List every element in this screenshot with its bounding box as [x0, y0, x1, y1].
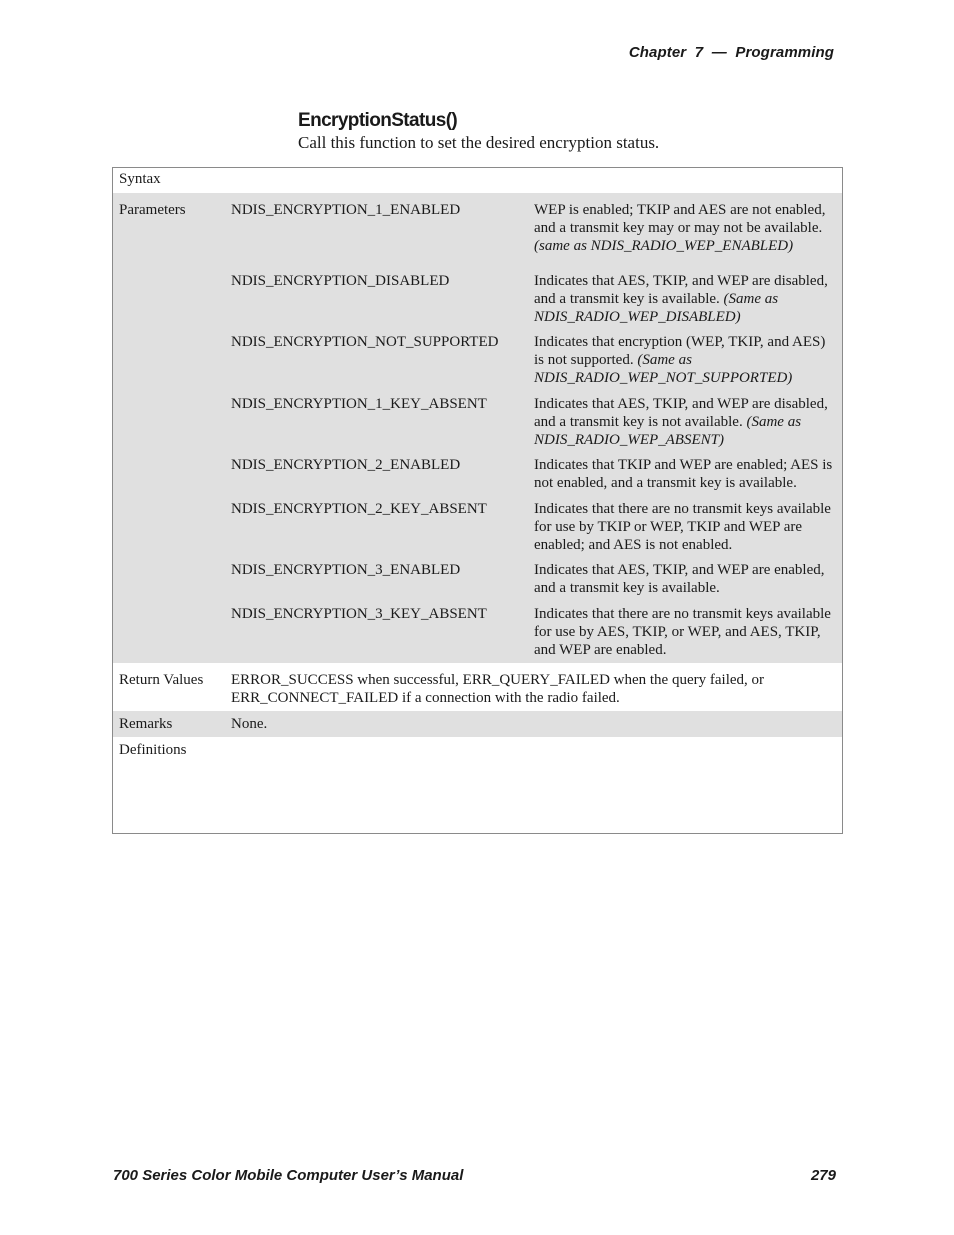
function-title: EncryptionStatus()	[298, 110, 458, 131]
parameter-note: (Same as NDIS_RADIO_WEP_NOT_SUPPORTED)	[534, 352, 793, 386]
parameter-entry	[225, 605, 842, 663]
remarks-row	[113, 711, 842, 737]
parameter-name: NDIS_ENCRYPTION_NOT_SUPPORTED	[231, 334, 499, 350]
parameter-name: NDIS_ENCRYPTION_2_KEY_ABSENT	[231, 501, 487, 517]
parameter-name: NDIS_ENCRYPTION_3_ENABLED	[231, 562, 461, 578]
syntax-label: Syntax	[119, 171, 161, 187]
return-values-row	[113, 663, 842, 711]
page-number: 279	[810, 1167, 836, 1184]
parameter-entry	[225, 333, 842, 395]
parameter-name: NDIS_ENCRYPTION_1_KEY_ABSENT	[231, 396, 487, 412]
parameter-name: NDIS_ENCRYPTION_1_ENABLED	[231, 202, 461, 218]
parameter-name: NDIS_ENCRYPTION_3_KEY_ABSENT	[231, 606, 487, 622]
function-reference-table	[112, 167, 843, 834]
parameter-description: Indicates that TKIP and WEP are enabled; AES is not enabled, and a transmit key is available.	[534, 457, 833, 491]
parameter-entry	[225, 193, 842, 272]
parameter-entry	[225, 561, 842, 605]
parameter-description: Indicates that AES, TKIP, and WEP are disabled, and a transmit key is available. (Same as NDIS_RADIO_WEP_DISABLED)	[534, 273, 828, 325]
parameter-entry	[225, 456, 842, 500]
definitions-label: Definitions	[119, 742, 187, 758]
parameter-entry	[225, 272, 842, 333]
definitions-row	[113, 737, 842, 833]
syntax-row	[113, 168, 842, 193]
remarks-text: None.	[231, 716, 268, 732]
parameter-description: Indicates that encryption (WEP, TKIP, and AES) is not supported. (Same as NDIS_RADIO_WEP_NOT_SUPPORTED)	[534, 334, 826, 386]
parameter-description: Indicates that there are no transmit keys available for use by AES, TKIP, or WEP, and AES, TKIP, and WEP are enabled.	[534, 606, 831, 658]
parameter-name: NDIS_ENCRYPTION_2_ENABLED	[231, 457, 461, 473]
function-description: Call this function to set the desired encryption status.	[298, 133, 660, 152]
parameter-entry	[225, 500, 842, 561]
footer-title: 700 Series Color Mobile Computer User’s Manual	[113, 1167, 464, 1184]
parameter-entry	[225, 395, 842, 456]
parameter-description: Indicates that there are no transmit keys available for use by TKIP or WEP, TKIP and WEP are enabled; and AES is not enabled.	[534, 501, 831, 553]
parameter-description: Indicates that AES, TKIP, and WEP are disabled, and a transmit key is not available. (Same as NDIS_RADIO_WEP_ABSENT)	[534, 396, 828, 448]
parameter-description: Indicates that AES, TKIP, and WEP are enabled, and a transmit key is available.	[534, 562, 825, 596]
parameters-row	[113, 193, 842, 663]
parameter-name: NDIS_ENCRYPTION_DISABLED	[231, 273, 450, 289]
remarks-label: Remarks	[119, 716, 173, 732]
parameters-label: Parameters	[119, 202, 186, 218]
parameter-note: (Same as NDIS_RADIO_WEP_ABSENT)	[534, 414, 802, 448]
parameter-note: (same as NDIS_RADIO_WEP_ENABLED)	[534, 238, 794, 254]
running-header: Chapter 7 — Programming	[628, 44, 834, 61]
parameters-list	[225, 193, 842, 663]
parameter-description: WEP is enabled; TKIP and AES are not enabled, and a transmit key may or may not be available. (same as NDIS_RADIO_WEP_ENABLED)	[534, 202, 826, 254]
parameter-note: (Same as NDIS_RADIO_WEP_DISABLED)	[534, 291, 779, 325]
return-values-label: Return Values	[119, 672, 204, 688]
return-values-text: ERROR_SUCCESS when successful, ERR_QUERY_FAILED when the query failed, or ERR_CONNECT_FAILED if a connection with the radio failed.	[231, 672, 765, 706]
